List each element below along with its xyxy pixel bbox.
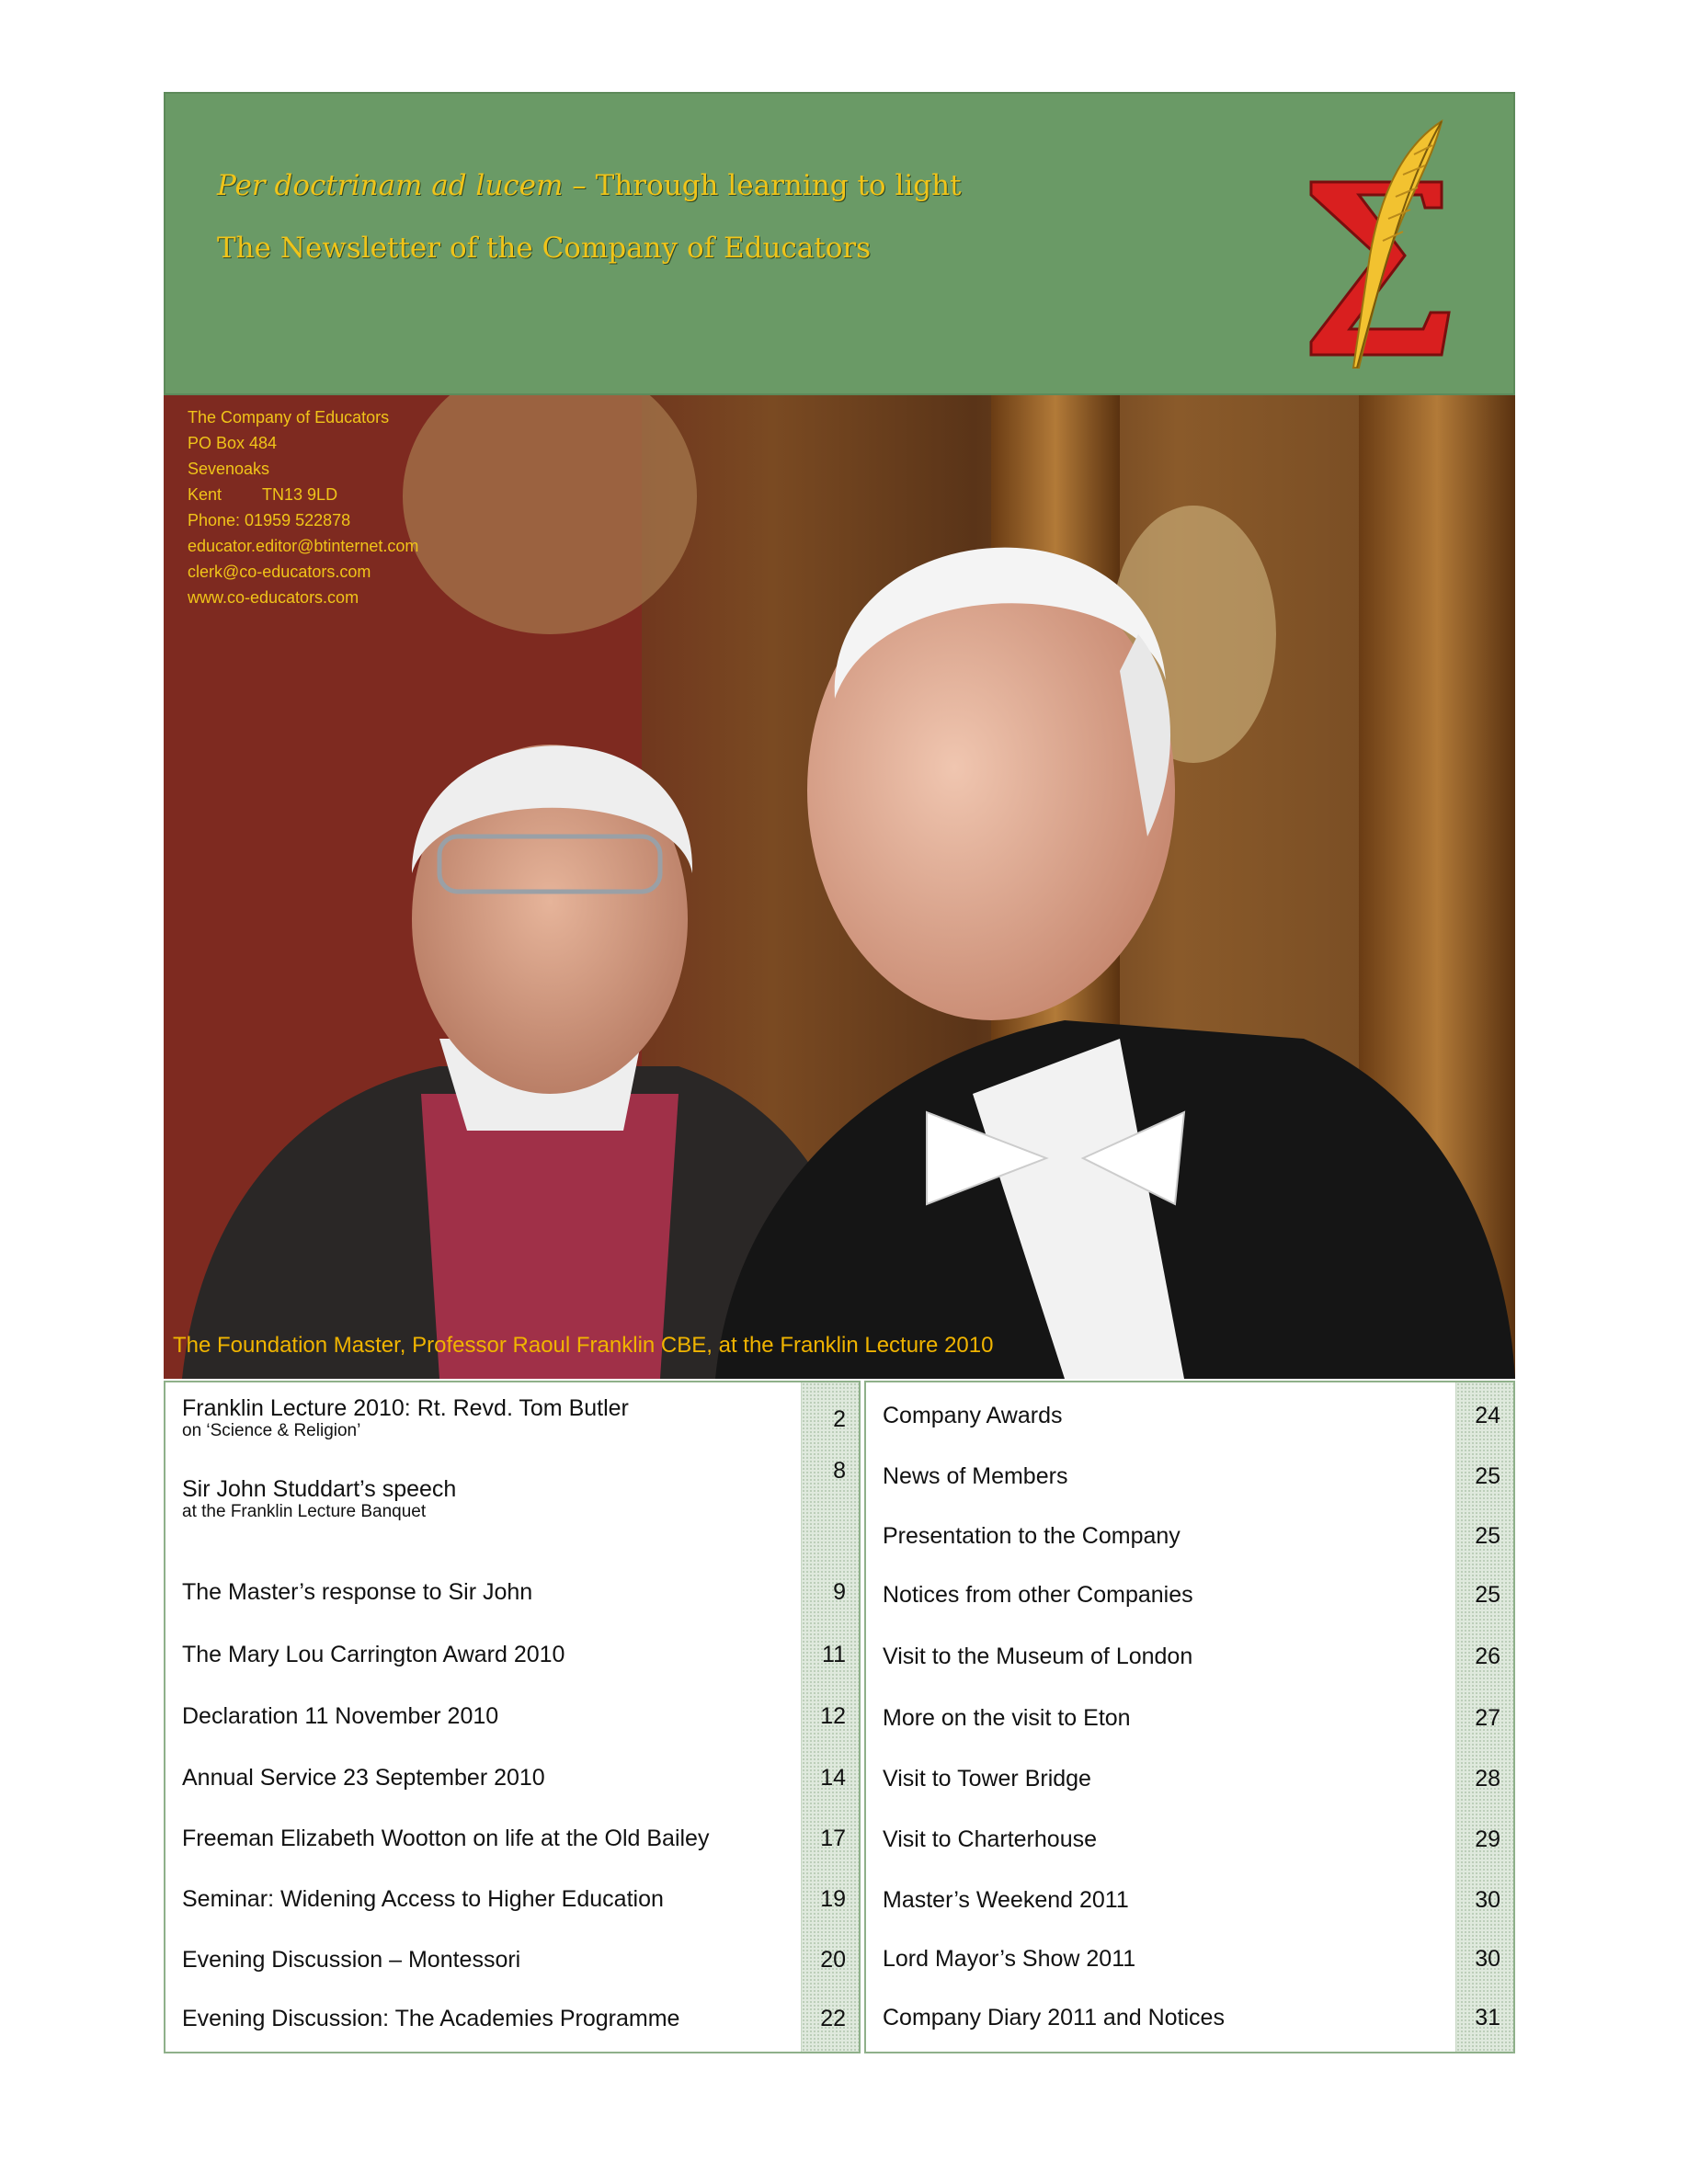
contents-right [864,1381,1515,2053]
contents-page: 22 [820,2006,846,2031]
contents-page: 30 [1475,1887,1500,1913]
motto-latin: Per doctrinam ad lucem [217,169,564,202]
contents-title: Annual Service 23 September 2010 [182,1765,545,1791]
contents-page: 29 [1475,1826,1500,1852]
cover-photo [164,395,1515,1379]
contents-title: Visit to Tower Bridge [883,1766,1091,1792]
contents-item[interactable] [165,1395,859,1450]
contents-title: Evening Discussion – Montessori [182,1947,521,1973]
contents-title: The Master’s response to Sir John [182,1579,533,1605]
motto [217,169,962,202]
contents-page: 27 [1475,1705,1500,1731]
contents-title: Evening Discussion: The Academies Programme [182,2006,680,2031]
contents-title: Lord Mayor’s Show 2011 [883,1946,1136,1972]
contents-page: 14 [820,1765,846,1791]
contents-page: 11 [822,1642,846,1667]
contents-title: The Mary Lou Carrington Award 2010 [182,1642,565,1667]
contact-address [188,404,418,610]
contents-title: Seminar: Widening Access to Higher Education [182,1886,664,1912]
email-clerk[interactable]: clerk@co-educators.com [188,563,371,581]
contents-title: Company Awards [883,1403,1063,1428]
contents-title: More on the visit to Eton [883,1705,1131,1731]
website[interactable]: www.co-educators.com [188,588,359,607]
contents-title: Sir John Studdart’s speech [182,1476,457,1502]
contents-page: 31 [1475,2005,1500,2030]
po-box: PO Box 484 [188,434,278,452]
contents-page: 8 [833,1458,846,1484]
contents-page: 25 [1475,1582,1500,1608]
sigma-quill-logo [1304,118,1460,375]
contents-title: News of Members [883,1463,1068,1489]
contents-page: 12 [820,1703,846,1729]
photo-caption: The Foundation Master, Professor Raoul Franklin CBE, at the Franklin Lecture 2010 [173,1333,994,1358]
contents-page: 30 [1475,1946,1500,1972]
masthead [164,92,1515,395]
contents-page: 20 [820,1947,846,1973]
contents-title: Declaration 11 November 2010 [182,1703,499,1729]
contents-item[interactable] [165,1458,859,1531]
county: Kent [188,485,222,504]
contents-page: 24 [1475,1403,1500,1428]
contents-page: 17 [820,1826,846,1851]
contents-title: Visit to Charterhouse [883,1826,1097,1852]
contents-left [164,1381,861,2053]
county-postcode [188,482,418,507]
contents-title: Company Diary 2011 and Notices [883,2005,1225,2030]
contents-title: Freeman Elizabeth Wootton on life at the Old Bailey [182,1826,710,1851]
contents-page: 9 [833,1579,846,1605]
contents-title: Master’s Weekend 2011 [883,1887,1129,1913]
contents-title: Visit to the Museum of London [883,1644,1193,1669]
contents-title: Franklin Lecture 2010: Rt. Revd. Tom Butler [182,1395,629,1421]
newsletter-subtitle: The Newsletter of the Company of Educators [217,232,872,265]
postcode: TN13 9LD [262,485,338,504]
email-editor[interactable]: educator.editor@btinternet.com [188,537,419,555]
contents-page: 26 [1475,1644,1500,1669]
phone: Phone: 01959 522878 [188,511,351,529]
contents-title: Notices from other Companies [883,1582,1193,1608]
contents-title: Presentation to the Company [883,1523,1180,1549]
contents-page: 25 [1475,1463,1500,1489]
contents-page: 25 [1475,1523,1500,1549]
contents-subtitle: on ‘Science & Religion’ [182,1421,361,1440]
contents-page: 2 [833,1406,846,1432]
motto-english: – Through learning to light [563,169,962,202]
town: Sevenoaks [188,460,270,478]
contents-subtitle: at the Franklin Lecture Banquet [182,1502,427,1521]
contents-page: 19 [820,1886,846,1912]
contents-page: 28 [1475,1766,1500,1792]
company-name: The Company of Educators [188,408,390,427]
